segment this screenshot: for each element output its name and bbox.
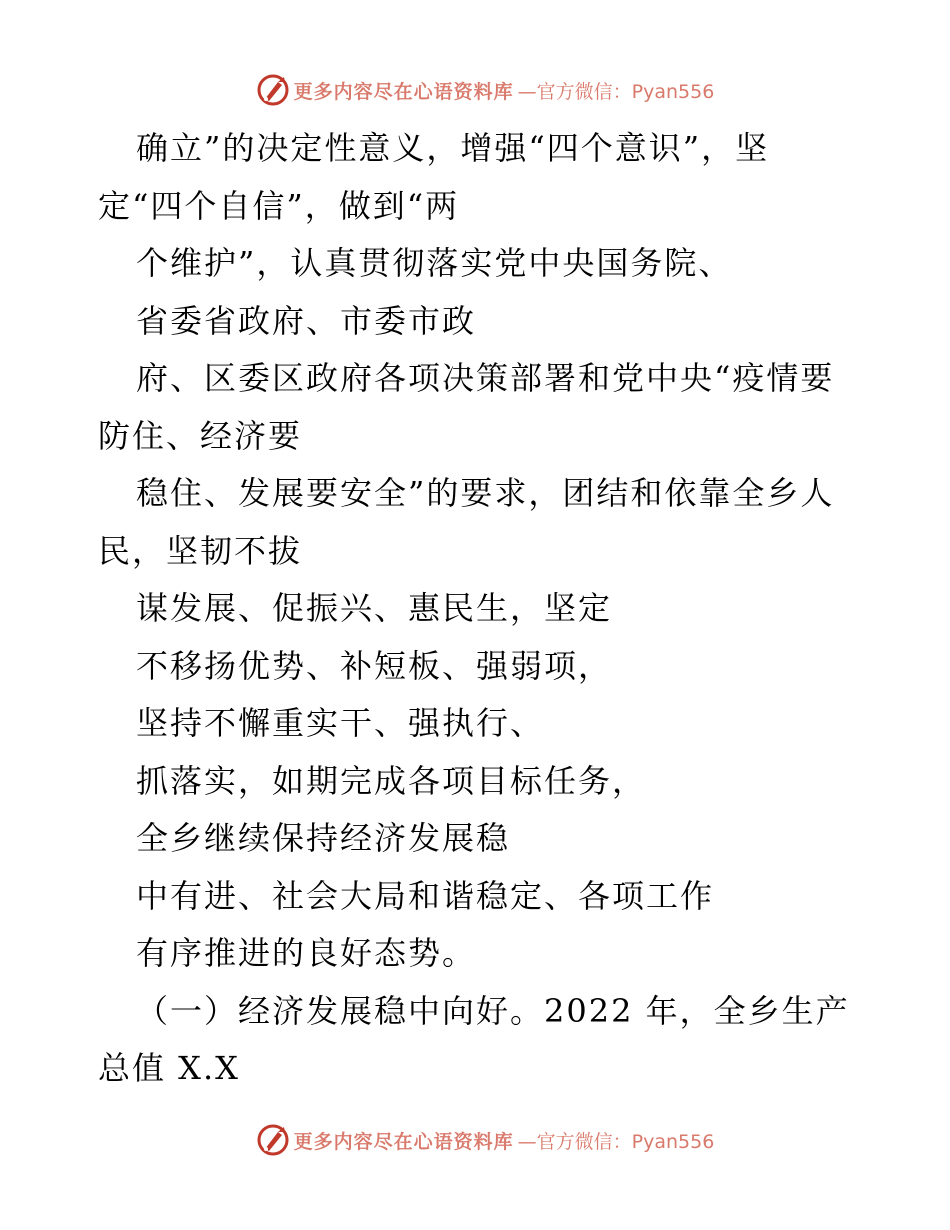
text-line: 谋发展、促振兴、惠民生，坚定 (136, 589, 613, 627)
quill-pen-logo-icon (256, 73, 290, 107)
text-line: 总值 X.X (98, 1049, 240, 1087)
document-body (98, 120, 858, 1098)
text-line: 个维护”，认真贯彻落实党中央国务院、 (136, 244, 733, 282)
text-line: 稳住、发展要安全”的要求，团结和依靠全乡人 (136, 474, 835, 512)
text-line: （一）经济发展稳中向好。2022 年，全乡生产 (136, 991, 850, 1030)
watermark-brand: 更多内容尽在心语资料库 (293, 80, 514, 103)
text-line: 府、区委区政府各项决策部署和党中央“疫情要 (136, 359, 835, 397)
text-line: 定“四个自信”，做到“两 (98, 186, 460, 225)
text-line: 民，坚韧不拔 (98, 531, 303, 570)
watermark-content (256, 1123, 715, 1157)
text-line: 不移扬优势、补短板、强弱项， (136, 646, 613, 685)
text-line: 防住、经济要 (98, 416, 303, 455)
watermark-brand: 更多内容尽在心语资料库 (293, 1130, 514, 1153)
text-line: 坚持不懈重实干、强执行、 (136, 704, 545, 742)
text-line: 全乡继续保持经济发展稳 (136, 819, 511, 857)
watermark-header (0, 70, 950, 110)
text-line: 中有进、社会大局和谐稳定、各项工作 (136, 876, 715, 915)
text-line: 有序推进的良好态势。 (136, 934, 477, 972)
text-line: 省委省政府、市委市政 (136, 301, 477, 340)
watermark-contact: —官方微信：Pyan556 (517, 1130, 715, 1153)
watermark-footer (0, 1120, 950, 1160)
watermark-contact: —官方微信：Pyan556 (517, 80, 715, 103)
text-line: 确立”的决定性意义，增强“四个意识”，坚 (136, 129, 770, 167)
watermark-content (256, 73, 715, 107)
text-line: 抓落实，如期完成各项目标任务， (136, 761, 647, 800)
quill-pen-logo-icon (256, 1123, 290, 1157)
